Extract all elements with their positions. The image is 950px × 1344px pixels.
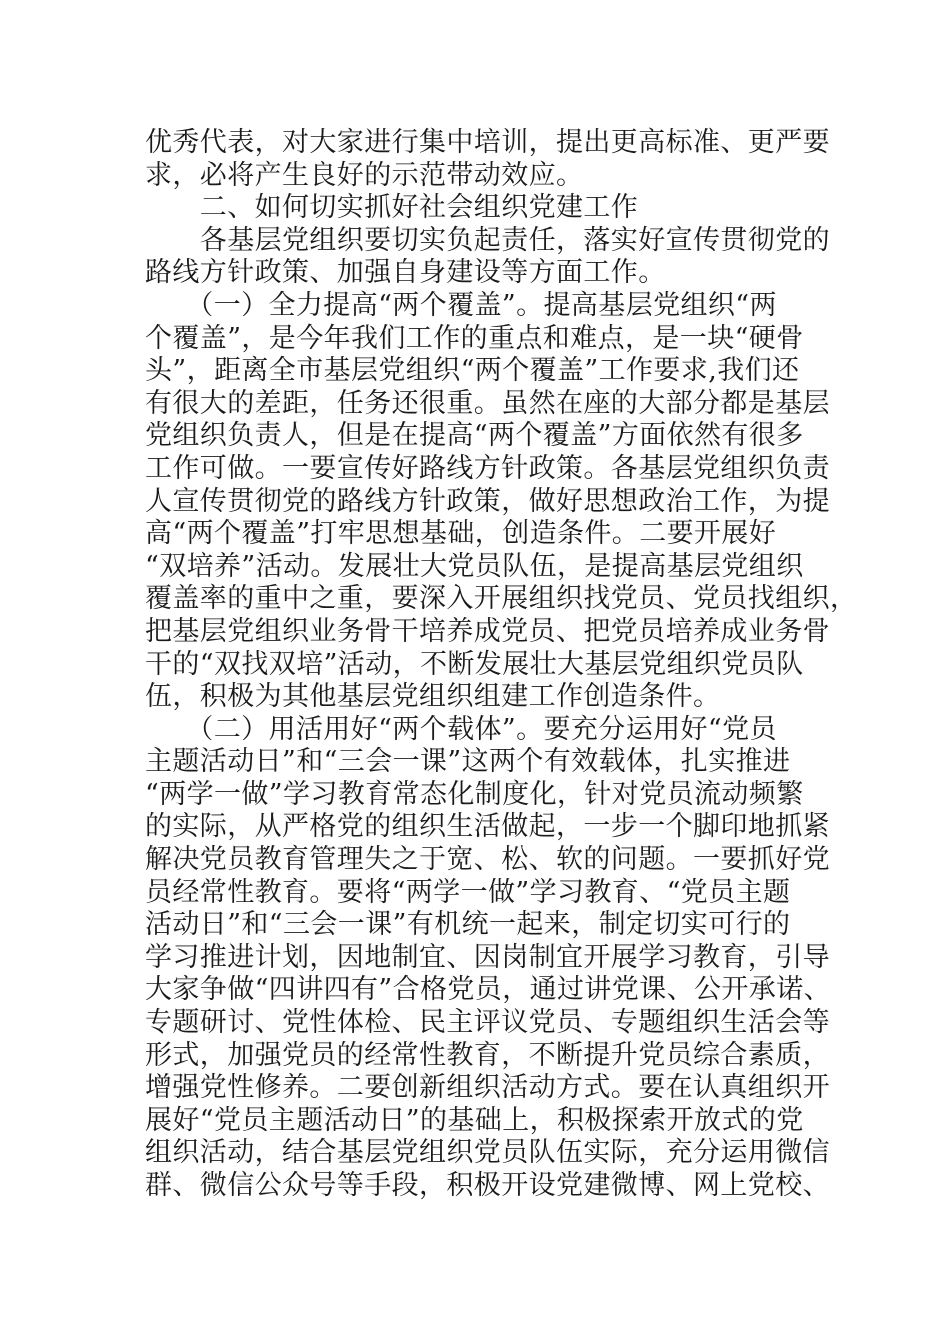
text-line: 覆盖率的重中之重，要深入开展组织找党员、党员找组织， xyxy=(145,583,858,615)
text-line: 增强党性修养。二要创新组织活动方式。要在认真组织开 xyxy=(145,1072,830,1104)
text-line: 学习推进计划，因地制宜、因岗制宜开展学习教育，引导 xyxy=(145,941,830,973)
section-heading: 二、如何切实抓好社会组织党建工作 xyxy=(145,192,639,224)
text-line: 干的“双找双培”活动，不断发展壮大基层党组织党员队 xyxy=(145,648,804,680)
text-line: 头”，距离全市基层党组织“两个覆盖”工作要求,我们还 xyxy=(145,355,800,387)
text-line: “双培养”活动。发展壮大党员队伍，是提高基层党组织 xyxy=(145,550,804,582)
text-line: 主题活动日”和“三会一课”这两个有效载体，扎实推进 xyxy=(145,746,791,778)
text-line: 员经常性教育。要将“两学一做”学习教育、“党员主题 xyxy=(145,876,791,908)
subsection-heading-line: （二）用活用好“两个载体”。要充分运用好“党员 xyxy=(145,713,777,745)
text-line: 的实际，从严格党的组织生活做起，一步一个脚印地抓紧 xyxy=(145,811,830,843)
text-line: 有很大的差距，任务还很重。虽然在座的大部分都是基层 xyxy=(145,387,830,419)
text-line: 优秀代表，对大家进行集中培训，提出更高标准、更严要 xyxy=(145,127,830,158)
text-line: 解决党员教育管理失之于宽、松、软的问题。一要抓好党 xyxy=(145,844,830,876)
text-line: 专题研讨、党性体检、民主评议党员、专题组织生活会等 xyxy=(145,1007,830,1039)
text-line: 个覆盖”，是今年我们工作的重点和难点，是一块“硬骨 xyxy=(145,322,804,354)
text-line: 伍，积极为其他基层党组织组建工作创造条件。 xyxy=(145,681,721,713)
text-line: 人宣传贯彻党的路线方针政策，做好思想政治工作，为提 xyxy=(145,485,830,517)
text-line: 求，必将产生良好的示范带动效应。 xyxy=(145,159,584,191)
text-line: 展好“党员主题活动日”的基础上，积极探索开放式的党 xyxy=(145,1104,804,1136)
text-line: 把基层党组织业务骨干培养成党员、把党员培养成业务骨 xyxy=(145,615,830,647)
text-line: 各基层党组织要切实负起责任，落实好宣传贯彻党的 xyxy=(145,224,830,256)
text-line: 大家争做“四讲四有”合格党员，通过讲党课、公开承诺、 xyxy=(145,974,832,1006)
text-line: 党组织负责人，但是在提高“两个覆盖”方面依然有很多 xyxy=(145,420,804,452)
body-text xyxy=(145,127,858,1203)
text-line: 群、微信公众号等手段，积极开设党建微博、网上党校、 xyxy=(145,1170,830,1201)
subsection-heading-line: （一）全力提高“两个覆盖”。提高基层党组织“两 xyxy=(145,289,777,321)
text-line: 高“两个覆盖”打牢思想基础，创造条件。二要开展好 xyxy=(145,518,777,550)
text-line: 组织活动，结合基层党组织党员队伍实际，充分运用微信 xyxy=(145,1137,830,1169)
text-line: 路线方针政策、加强自身建设等方面工作。 xyxy=(145,257,666,289)
text-line: 形式，加强党员的经常性教育，不断提升党员综合素质， xyxy=(145,1039,830,1071)
text-line: 工作可做。一要宣传好路线方针政策。各基层党组织负责 xyxy=(145,452,830,484)
text-line: 活动日”和“三会一课”有机统一起来，制定切实可行的 xyxy=(145,909,791,941)
text-line: “两学一做”学习教育常态化制度化，针对党员流动频繁 xyxy=(145,778,804,810)
